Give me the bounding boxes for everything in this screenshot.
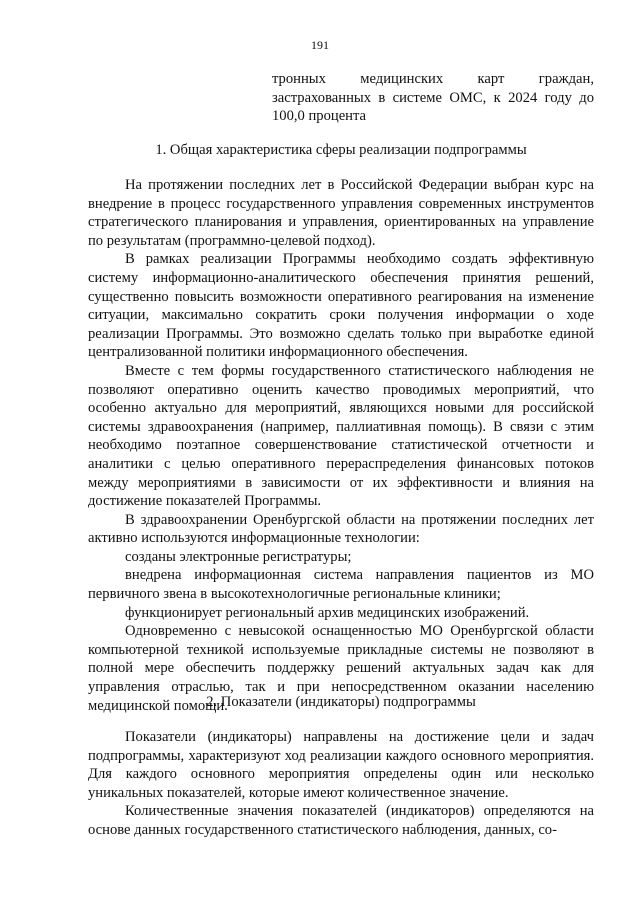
- paragraph: Показатели (индикаторы) направлены на достижение цели и задач подпрограммы, характеризуют ход реализации каждого основного мероприятия. Для каждого основного мероприятия определены один или несколько уникальных показателей, которые имеют количественное значение.: [88, 729, 594, 801]
- section-2-body: [88, 728, 594, 840]
- section-1-body: [88, 176, 594, 715]
- continued-text-fragment: тронных медицинских карт граждан, застрахованных в системе ОМС, к 2024 году до 100,0 процента: [272, 71, 594, 125]
- paragraph: Вместе с тем формы государственного статистического наблюдения не позволяют оперативно оценить качество проводимых мероприятий, что особенно актуально для мероприятий, являющихся новыми для российской системы здравоохранения (например, паллиативная помощь). В связи с этим необходимо поэтапное совершенствование статистической отчетности и аналитики с целью оперативного перераспределения финансовых потоков между мероприятиями в зависимости от их эффективности и влияния на достижение показателей Программы.: [88, 362, 594, 510]
- section-1-heading: 1. Общая характеристика сферы реализации подпрограммы: [155, 142, 527, 158]
- paragraph: Одновременно с невысокой оснащенностью МО Оренбургской области компьютерной техникой используемые прикладные системы не позволяют в полной мере обеспечить поддержку решений актуальных задач как для управления отраслью, так и при непосредственном оказании населению медицинской помощи.: [88, 623, 594, 714]
- list-item: внедрена информационная система направления пациентов из МО первичного звена в высокотехнологичные региональные клиники;: [88, 567, 594, 603]
- paragraph: В рамках реализации Программы необходимо создать эффективную систему информационно-аналитического обеспечения принятия решений, существенно повысить возможности оперативного реагирования на изменение ситуации, максимально сократить сроки получения информации о ходе реализации Программы. Это возможно сделать только при выработке единой централизованной политики информационного обеспечения.: [88, 251, 594, 361]
- section-2-heading: 2. Показатели (индикаторы) подпрограммы: [206, 694, 476, 710]
- list-item: функционирует региональный архив медицинских изображений.: [125, 604, 530, 621]
- page-number: 191: [311, 38, 329, 52]
- list-item: созданы электронные регистратуры;: [125, 548, 352, 565]
- paragraph: В здравоохранении Оренбургской области на протяжении последних лет активно используются информационные технологии:: [88, 511, 594, 547]
- paragraph: Количественные значения показателей (индикаторов) определяются на основе данных государственного статистического наблюдения, данных, со-: [88, 803, 594, 838]
- paragraph: На протяжении последних лет в Российской Федерации выбран курс на внедрение в процесс государственного управления современных инструментов стратегического планирования и управления, ориентированных на управление по результатам (программно-целевой подход).: [88, 177, 594, 249]
